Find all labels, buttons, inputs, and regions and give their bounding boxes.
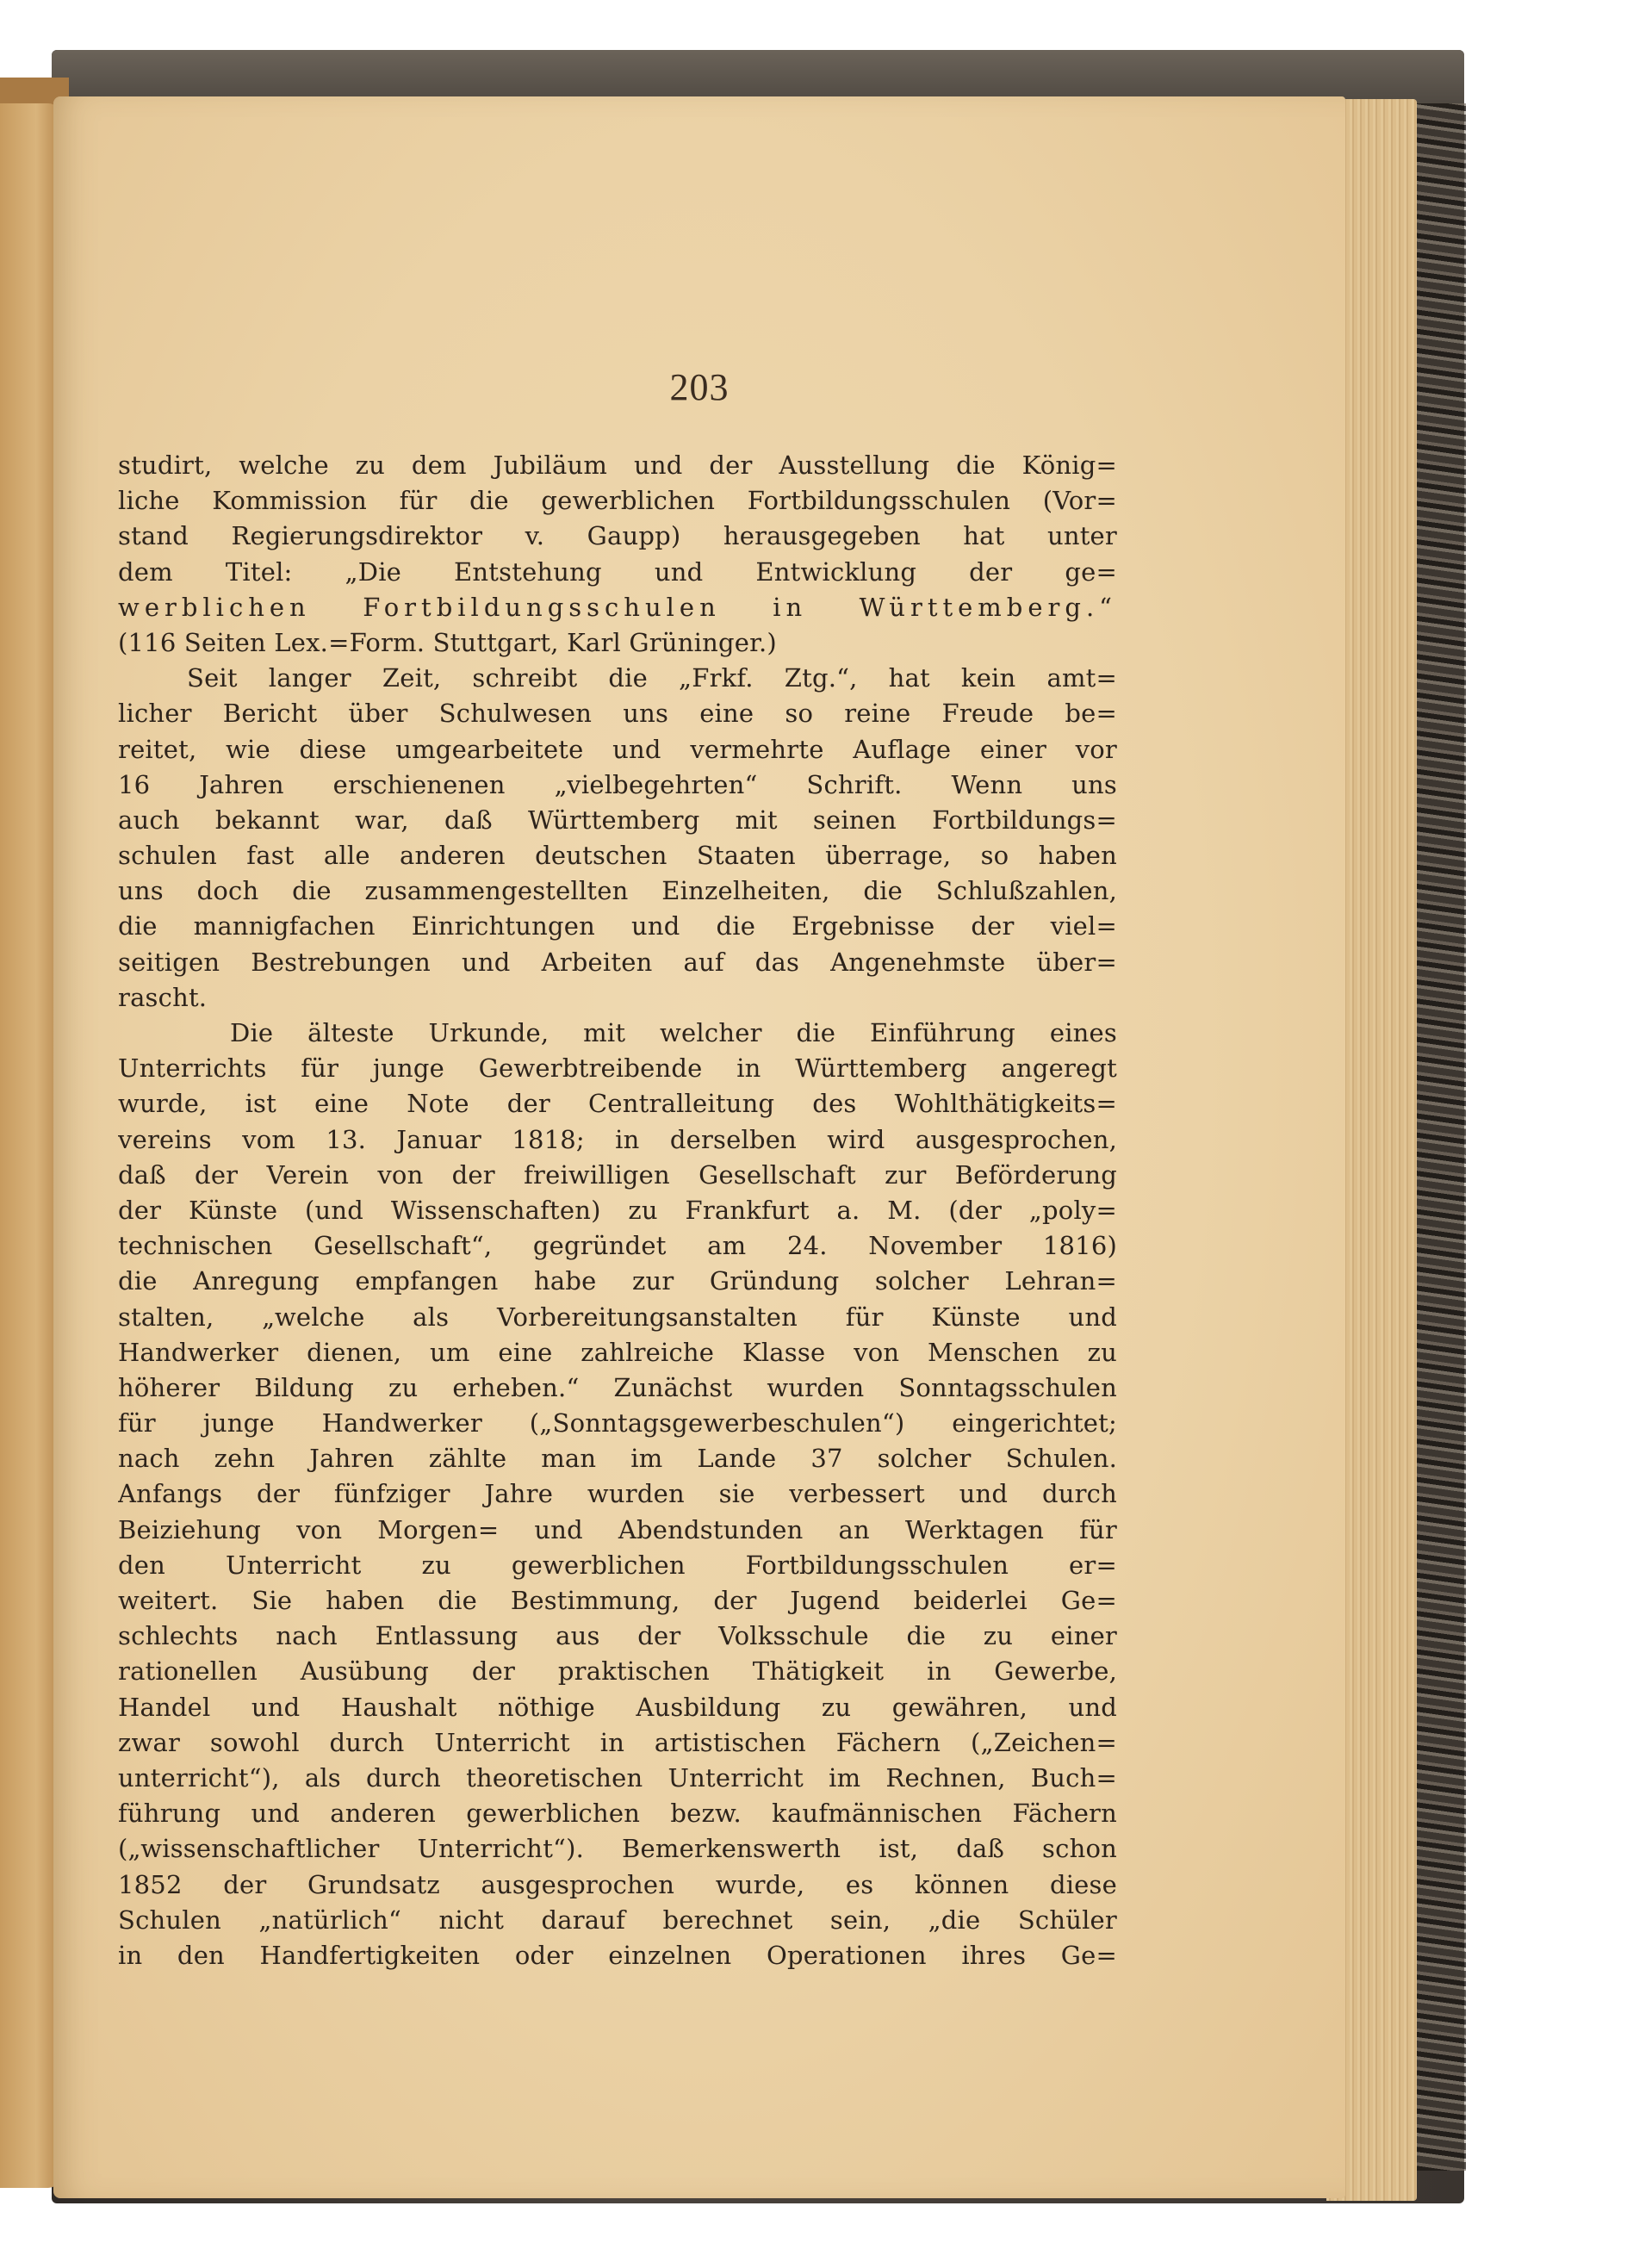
text-line: für junge Handwerker („Sonntagsgewerbeschulen“) eingerichtet; <box>118 1408 1117 1438</box>
text-line: Seit langer Zeit, schreibt die „Frkf. Ztg.“, hat kein amt= <box>187 663 1117 693</box>
text-line: reitet, wie diese umgearbeitete und vermehrte Auflage einer vor <box>118 734 1117 764</box>
text-line: Unterrichts für junge Gewerbtreibende in Württemberg angeregt <box>118 1053 1117 1084</box>
marbled-fore-edge <box>1413 103 1466 2171</box>
text-line: auch bekannt war, daß Württemberg mit seinen Fortbildungs= <box>118 805 1117 835</box>
text-line: stalten, „welche als Vorbereitungsanstalten für Künste und <box>118 1302 1117 1332</box>
text-line: Schulen „natürlich“ nicht darauf berechnet sein, „die Schüler <box>118 1904 1117 1935</box>
text-line: (116 Seiten Lex.=Form. Stuttgart, Karl Grüninger.) <box>118 627 777 657</box>
text-line: rationellen Ausübung der praktischen Thätigkeit in Gewerbe, <box>118 1656 1117 1687</box>
text-line: schlechts nach Entlassung aus der Volksschule die zu einer <box>118 1621 1117 1651</box>
text-line: unterricht“), als durch theoretischen Unterricht im Rechnen, Buch= <box>118 1762 1117 1793</box>
text-line: uns doch die zusammengestellten Einzelheiten, die Schlußzahlen, <box>118 876 1117 906</box>
text-line: der Künste (und Wissenschaften) zu Frankfurt a. M. (der „poly= <box>118 1195 1117 1225</box>
text-line: weitert. Sie haben die Bestimmung, der Jugend beiderlei Ge= <box>118 1586 1117 1615</box>
text-line: Beiziehung von Morgen= und Abendstunden an Werktagen für <box>118 1514 1117 1544</box>
text-line: dem Titel: „Die Entstehung und Entwicklung der ge= <box>118 556 1117 587</box>
text-line: 16 Jahren erschienenen „vielbegehrten“ Schrift. Wenn uns <box>118 769 1117 799</box>
text-line: Anfangs der fünfziger Jahre wurden sie verbessert und durch <box>118 1479 1117 1509</box>
text-line: schulen fast alle anderen deutschen Staaten überrage, so haben <box>118 841 1117 871</box>
text-line: technischen Gesellschaft“, gegründet am 24. November 1816) <box>118 1231 1117 1261</box>
text-line: liche Kommission für die gewerblichen Fortbildungsschulen (Vor= <box>118 486 1117 516</box>
text-line: werblichen Fortbildungsschulen in Württemberg.“ <box>118 592 1117 622</box>
text-line: die Anregung empfangen habe zur Gründung solcher Lehran= <box>118 1266 1117 1296</box>
text-line: 1852 der Grundsatz ausgesprochen wurde, es können diese <box>118 1869 1117 1899</box>
text-line: licher Bericht über Schulwesen uns eine so reine Freude be= <box>118 699 1117 729</box>
page-number: 203 <box>669 366 730 408</box>
text-line: zwar sowohl durch Unterricht in artistischen Fächern („Zeichen= <box>118 1727 1117 1757</box>
text-line: wurde, ist eine Note der Centralleitung des Wohlthätigkeits= <box>118 1089 1117 1119</box>
text-line: („wissenschaftlicher Unterricht“). Bemerkenswerth ist, daß schon <box>118 1834 1117 1864</box>
text-line: stand Regierungsdirektor v. Gaupp) herausgegeben hat unter <box>118 521 1117 551</box>
text-line: nach zehn Jahren zählte man im Lande 37 solcher Schulen. <box>118 1444 1117 1474</box>
body-text <box>118 448 1117 1973</box>
text-line: höherer Bildung zu erheben.“ Zunächst wurden Sonntagsschulen <box>118 1372 1117 1402</box>
text-line: rascht. <box>118 982 208 1012</box>
text-line: vereins vom 13. Januar 1818; in derselben wird ausgesprochen, <box>118 1124 1117 1154</box>
book-page <box>53 96 1345 2198</box>
text-line: daß der Verein von der freiwilligen Gesellschaft zur Beförderung <box>118 1159 1117 1190</box>
text-line: studirt, welche zu dem Jubiläum und der Ausstellung die König= <box>118 450 1117 480</box>
text-line: Handel und Haushalt nöthige Ausbildung zu gewähren, und <box>118 1692 1117 1722</box>
text-line: Die älteste Urkunde, mit welcher die Einführung eines <box>230 1018 1117 1047</box>
text-line: führung und anderen gewerblichen bezw. kaufmännischen Fächern <box>118 1799 1117 1829</box>
text-line: seitigen Bestrebungen und Arbeiten auf das Angenehmste über= <box>118 947 1117 977</box>
text-line: die mannigfachen Einrichtungen und die Ergebnisse der viel= <box>118 911 1117 941</box>
text-line: den Unterricht zu gewerblichen Fortbildungsschulen er= <box>118 1550 1117 1580</box>
previous-page-edge <box>0 103 60 2188</box>
text-line: Handwerker dienen, um eine zahlreiche Klasse von Menschen zu <box>118 1337 1117 1367</box>
text-line: in den Handfertigkeiten oder einzelnen Operationen ihres Ge= <box>118 1940 1117 1970</box>
